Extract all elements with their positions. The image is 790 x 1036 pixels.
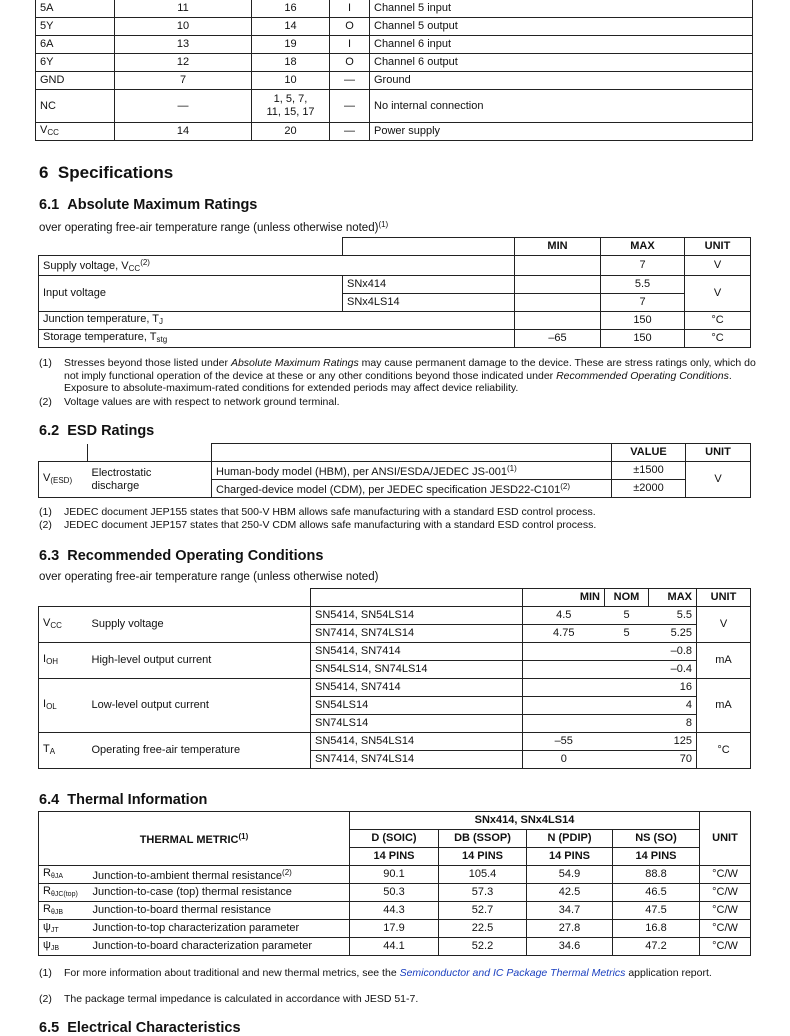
pin-io: —	[330, 123, 370, 141]
metric-symbol: $R_{\theta JA}$	[39, 866, 89, 884]
table-row: Supply voltage, $V_{CC}^{(2)}$ 7 V	[39, 256, 751, 276]
pin-number-n: 14	[115, 123, 252, 141]
pin-number-db: 18	[252, 54, 330, 72]
pins-header: 14 PINS	[613, 848, 700, 866]
metric-unit: °C/W	[700, 920, 751, 938]
param-symbol: $T_A$	[39, 733, 88, 769]
pin-number-n: 10	[115, 18, 252, 36]
metric-description: Junction-to-top characterization parameter	[89, 920, 350, 938]
param-symbol: $I_{OL}$	[39, 679, 88, 733]
part-number: SN7414, SN74LS14	[311, 625, 523, 643]
value-nom	[605, 697, 649, 715]
pin-name: 5Y	[36, 18, 115, 36]
value-nom	[605, 715, 649, 733]
part-number: SN7414, SN74LS14	[311, 751, 523, 769]
metric-value: 16.8	[613, 920, 700, 938]
section-6-heading: 6 Specifications	[39, 163, 174, 182]
pin-number-n: 12	[115, 54, 252, 72]
metric-value: 57.3	[439, 884, 527, 902]
value-max: 125	[649, 733, 697, 751]
table-row	[39, 902, 751, 920]
section-6-5-heading: 6.5 Electrical Characteristics	[39, 1020, 241, 1036]
abs-max-note-2: (2) Voltage values are with respect to network ground terminal.	[39, 396, 340, 408]
part-number: SN54LS14	[311, 697, 523, 715]
pin-number-db: 10	[252, 72, 330, 90]
metric-unit: °C/W	[700, 866, 751, 884]
abs-max-table	[38, 237, 751, 348]
value-min: –55	[523, 733, 605, 751]
metric-value: 46.5	[613, 884, 700, 902]
value-nom: 5	[605, 607, 649, 625]
table-row: Charged-device model (CDM), per JEDEC specification JESD22-C101$^{(2)}$ ±2000	[39, 480, 751, 498]
part-number: SN5414, SN54LS14	[311, 733, 523, 751]
pin-description: Channel 5 input	[370, 0, 753, 18]
thermal-metrics-link[interactable]: Semiconductor and IC Package Thermal Metrics	[399, 967, 626, 979]
col-unit: UNIT	[686, 444, 751, 462]
value-nom	[605, 751, 649, 769]
pin-name: 6Y	[36, 54, 115, 72]
value-unit: V	[697, 607, 751, 643]
pins-header: 14 PINS	[527, 848, 613, 866]
pin-number-db: 16	[252, 0, 330, 18]
table-row	[39, 866, 751, 884]
pin-number-n: 7	[115, 72, 252, 90]
part-number: SN5414, SN54LS14	[311, 607, 523, 625]
col-value: VALUE	[612, 444, 686, 462]
metric-value: 47.5	[613, 902, 700, 920]
table-row	[36, 123, 753, 141]
pin-description: No internal connection	[370, 90, 753, 123]
package-group-header: SNx414, SNx4LS14	[350, 812, 700, 830]
abs-max-note-1: (1) Stresses beyond those listed under Absolute Maximum Ratings may cause permanent damage to the device. These are stress ratings only, which do not imply functional operation of the device at these or any other conditions beyond those indicated under Recommended Operating Conditions. Exposure to absolute-maximum-rated conditions for extended periods may affect device reliability.	[39, 357, 756, 394]
table-row	[36, 0, 753, 18]
param-label: Low-level output current	[88, 679, 311, 733]
metric-unit: °C/W	[700, 902, 751, 920]
section-6-3-heading: 6.3 Recommended Operating Conditions	[39, 548, 324, 564]
pin-io: I	[330, 0, 370, 18]
metric-value: 34.7	[527, 902, 613, 920]
pin-number-db: 1, 5, 7, 11, 15, 17	[252, 90, 330, 123]
metric-description: Junction-to-board thermal resistance	[89, 902, 350, 920]
pin-name: 5A	[36, 0, 115, 18]
value-unit: mA	[697, 643, 751, 679]
table-row	[36, 72, 753, 90]
col-min: MIN	[515, 238, 601, 256]
col-nom: NOM	[605, 589, 649, 607]
metric-value: 34.6	[527, 938, 613, 956]
table-row	[39, 920, 751, 938]
pin-description: Channel 6 output	[370, 54, 753, 72]
value-max: 4	[649, 697, 697, 715]
package-header: NS (SO)	[613, 830, 700, 848]
metric-value: 88.8	[613, 866, 700, 884]
pin-number-db: 14	[252, 18, 330, 36]
value-nom	[605, 679, 649, 697]
table-row	[36, 36, 753, 54]
pin-name: GND	[36, 72, 115, 90]
section-6-4-heading: 6.4 Thermal Information	[39, 792, 208, 808]
package-header: D (SOIC)	[350, 830, 439, 848]
metric-value: 44.3	[350, 902, 439, 920]
value-min	[523, 661, 605, 679]
metric-description: Junction-to-ambient thermal resistance$^{(2)}$	[89, 866, 350, 884]
section-6-2-heading: 6.2 ESD Ratings	[39, 423, 155, 439]
part-number: SN5414, SN7414	[311, 679, 523, 697]
value-min	[523, 679, 605, 697]
value-max: 70	[649, 751, 697, 769]
pin-number-n: 13	[115, 36, 252, 54]
col-max: MAX	[601, 238, 685, 256]
pin-number-n: —	[115, 90, 252, 123]
table-row	[36, 90, 753, 123]
metric-value: 47.2	[613, 938, 700, 956]
esd-table	[38, 443, 751, 498]
value-nom	[605, 643, 649, 661]
pin-number-db: 19	[252, 36, 330, 54]
table-row: Junction temperature, $T_J$ 150 °C	[39, 312, 751, 330]
part-number: SN74LS14	[311, 715, 523, 733]
value-max: –0.8	[649, 643, 697, 661]
col-min: MIN	[523, 589, 605, 607]
metric-value: 27.8	[527, 920, 613, 938]
package-header: N (PDIP)	[527, 830, 613, 848]
metric-value: 105.4	[439, 866, 527, 884]
pin-description: Power supply	[370, 123, 753, 141]
metric-value: 52.7	[439, 902, 527, 920]
roc-caption: over operating free-air temperature range (unless otherwise noted)	[39, 571, 379, 583]
param-symbol: $I_{OH}$	[39, 643, 88, 679]
value-unit: °C	[697, 733, 751, 769]
param-label: High-level output current	[88, 643, 311, 679]
thermal-note-1: (1) For more information about traditional and new thermal metrics, see the Semiconductor and IC Package Thermal Metrics application report.	[39, 967, 712, 979]
section-6-1-heading: 6.1 Absolute Maximum Ratings	[39, 197, 258, 213]
value-max: 5.25	[649, 625, 697, 643]
part-number: SN5414, SN7414	[311, 643, 523, 661]
abs-max-caption: over operating free-air temperature range (unless otherwise noted)$^{(1)}$	[39, 220, 389, 234]
value-max: –0.4	[649, 661, 697, 679]
recommended-operating-table	[38, 588, 751, 769]
table-row: Input voltage SNx414 5.5 V	[39, 276, 751, 294]
value-nom: 5	[605, 625, 649, 643]
metric-value: 90.1	[350, 866, 439, 884]
value-min	[523, 697, 605, 715]
table-row	[39, 607, 751, 625]
col-unit: UNIT	[685, 238, 751, 256]
pin-description: Ground	[370, 72, 753, 90]
table-row	[39, 884, 751, 902]
metric-description: Junction-to-case (top) thermal resistance	[89, 884, 350, 902]
pin-name: NC	[36, 90, 115, 123]
pin-number-db: 20	[252, 123, 330, 141]
value-min	[523, 715, 605, 733]
metric-symbol: $R_{\theta JB}$	[39, 902, 89, 920]
value-min: 4.5	[523, 607, 605, 625]
value-min: 0	[523, 751, 605, 769]
value-unit: mA	[697, 679, 751, 733]
value-max: 8	[649, 715, 697, 733]
metric-value: 42.5	[527, 884, 613, 902]
table-row	[39, 938, 751, 956]
metric-unit: °C/W	[700, 938, 751, 956]
value-min: 4.75	[523, 625, 605, 643]
table-row: SNx4LS14 7	[39, 294, 751, 312]
table-row: Storage temperature, $T_{stg}$ –65 150 °C	[39, 330, 751, 348]
metric-value: 17.9	[350, 920, 439, 938]
pins-header: 14 PINS	[350, 848, 439, 866]
metric-value: 54.9	[527, 866, 613, 884]
metric-unit: °C/W	[700, 884, 751, 902]
table-row	[36, 18, 753, 36]
param-label: Supply voltage	[88, 607, 311, 643]
metric-symbol: $\psi_{JT}$	[39, 920, 89, 938]
esd-note-1: (1) JEDEC document JEP155 states that 500-V HBM allows safe manufacturing with a standard ESD control process.	[39, 506, 596, 518]
thermal-note-2: (2) The package termal impedance is calculated in accordance with JESD 51-7.	[39, 993, 419, 1005]
table-row	[36, 54, 753, 72]
value-min	[523, 643, 605, 661]
metric-value: 22.5	[439, 920, 527, 938]
pin-name: 6A	[36, 36, 115, 54]
col-unit: UNIT	[700, 812, 751, 866]
value-max: 5.5	[649, 607, 697, 625]
table-row: $V_{(ESD)}$ Electrostatic discharge Human-body model (HBM), per ANSI/ESDA/JEDEC JS-001$^{(1)}$ ±1500 V	[39, 462, 751, 480]
pin-io: I	[330, 36, 370, 54]
metric-value: 52.2	[439, 938, 527, 956]
part-number: SN54LS14, SN74LS14	[311, 661, 523, 679]
pin-io: —	[330, 90, 370, 123]
table-row	[39, 679, 751, 697]
esd-note-2: (2) JEDEC document JEP157 states that 250-V CDM allows safe manufacturing with a standard ESD control process.	[39, 519, 597, 531]
param-label: Operating free-air temperature	[88, 733, 311, 769]
thermal-table: THERMAL METRIC$^{(1)}$ SNx414, SNx4LS14 UNIT D (SOIC) DB (SSOP) N (PDIP) NS (SO) 14 PINS 14 PINS 14 PINS 14 PINS $R_{\theta JA}$ Junction-to-ambient thermal resistance$^{(2)}$ 90.1 105.4 54.9 88.8 °C/W $R_{\theta JC(top)}$ Junction-to-case (top) thermal resistance 50.3 57.3 42.5 46.5 °C/W $R_{\theta JB}$ Junction-to-board thermal resistance 44.3 52.7 34.7 47.5 °C/W $\psi_{JT}$ Junction-to-top characterization parameter 17.9 22.5 27.8 16.8 °C/W $\psi_{JB}$ Junction-to-board characterization parameter 44.1 52.2 34.6 47.2 °C/W	[38, 811, 751, 956]
value-nom	[605, 733, 649, 751]
pin-functions-table	[35, 0, 753, 141]
metric-value: 44.1	[350, 938, 439, 956]
table-row	[39, 643, 751, 661]
value-nom	[605, 661, 649, 679]
pin-io: O	[330, 54, 370, 72]
metric-value: 50.3	[350, 884, 439, 902]
param-symbol: $V_{CC}$	[39, 607, 88, 643]
pin-io: O	[330, 18, 370, 36]
value-max: 16	[649, 679, 697, 697]
pin-io: —	[330, 72, 370, 90]
pin-number-n: 11	[115, 0, 252, 18]
pin-description: Channel 6 input	[370, 36, 753, 54]
metric-symbol: $\psi_{JB}$	[39, 938, 89, 956]
col-max: MAX	[649, 589, 697, 607]
metric-description: Junction-to-board characterization parameter	[89, 938, 350, 956]
package-header: DB (SSOP)	[439, 830, 527, 848]
pin-name: $V_{CC}$	[36, 123, 115, 141]
pin-description: Channel 5 output	[370, 18, 753, 36]
col-unit: UNIT	[697, 589, 751, 607]
metric-symbol: $R_{\theta JC(top)}$	[39, 884, 89, 902]
table-row	[39, 733, 751, 751]
pins-header: 14 PINS	[439, 848, 527, 866]
